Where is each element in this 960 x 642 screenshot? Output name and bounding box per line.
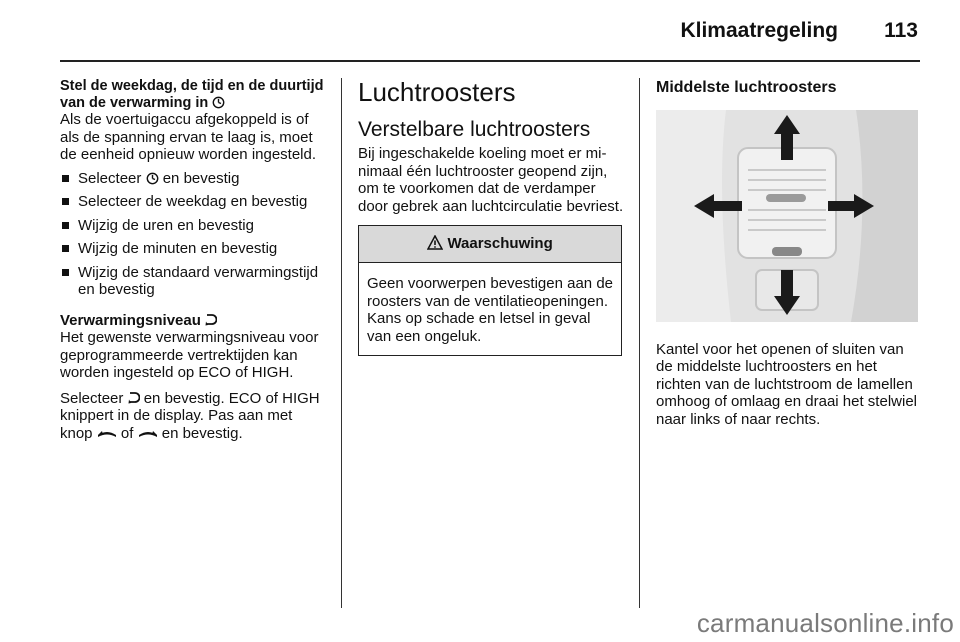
list-item: Wijzig de standaard verwarmingstijd en bevestig	[60, 264, 328, 299]
bullet-list	[60, 170, 328, 299]
paragraph: Bij ingeschakelde koeling moet er minimaal één luchtrooster geopend zijn, om te voorkomen dat de verdamper door gebrek aan luchtcirculatie bevriest.	[358, 145, 624, 215]
list-item: Selecteer en bevestig	[60, 170, 328, 188]
section-title: Luchtroosters	[358, 77, 516, 107]
paragraph: Selecteer en bevestig. ECO of HIGH knippert in de display. Pas aan met knop of en bevestig.	[60, 389, 320, 442]
warning-text: Geen voorwerpen bevestigen aan de roosters van de ventilatieopeningen. Kans op schade en letsel in geval van een ongeluk.	[367, 275, 614, 345]
clock-icon	[212, 96, 225, 109]
watermark: carmanualsonline.info	[696, 608, 954, 638]
warning-box	[358, 225, 622, 356]
column-middle	[358, 78, 624, 356]
warning-triangle-icon	[427, 235, 443, 250]
clock-icon	[146, 172, 159, 185]
page-number: 113	[884, 19, 918, 42]
heating-level-icon	[128, 391, 140, 405]
list-item: Wijzig de uren en bevestig	[60, 217, 328, 235]
header-rule	[60, 60, 920, 62]
knob-left-icon	[97, 428, 117, 438]
paragraph: Als de voertuigaccu afgekoppeld is of als de spanning ervan te laag is, moet de eenheid opnieuw worden ingesteld.	[60, 111, 317, 163]
center-air-vent-illustration	[656, 110, 918, 322]
column-left	[60, 78, 328, 442]
section-heading: Verwarmingsniveau	[60, 312, 328, 330]
paragraph: Kantel voor het openen of sluiten van de middelste luchtroosters en het richten van de luchtstroom de lamellen omhoog of omlaag en draai het stelwiel naar links of naar rechts.	[656, 340, 917, 428]
warning-header: Waarschuwing	[359, 226, 621, 263]
list-item: Selecteer de weekdag en bevestig	[60, 193, 328, 211]
column-divider	[341, 78, 342, 608]
list-item: Wijzig de minuten en bevestig	[60, 240, 328, 258]
page-title: Klimaatregeling	[680, 19, 838, 42]
subsection-title: Verstelbare luchtroosters	[358, 118, 591, 141]
column-divider	[639, 78, 640, 608]
section-heading	[60, 78, 328, 111]
heating-level-icon	[205, 313, 217, 327]
column-right	[656, 78, 922, 428]
heading-line-1: Stel de weekdag, de tijd en de duurtijd	[60, 78, 324, 94]
heading-line-2: van de verwarming in	[60, 94, 209, 111]
paragraph: Het gewenste verwarmingsniveau voor geprogrammeerde vertrektijden kan worden ingesteld op ECO of HIGH.	[60, 329, 319, 381]
subsection-title: Middelste luchtroosters	[656, 79, 837, 96]
knob-right-icon	[138, 428, 158, 438]
page-header	[60, 0, 920, 62]
